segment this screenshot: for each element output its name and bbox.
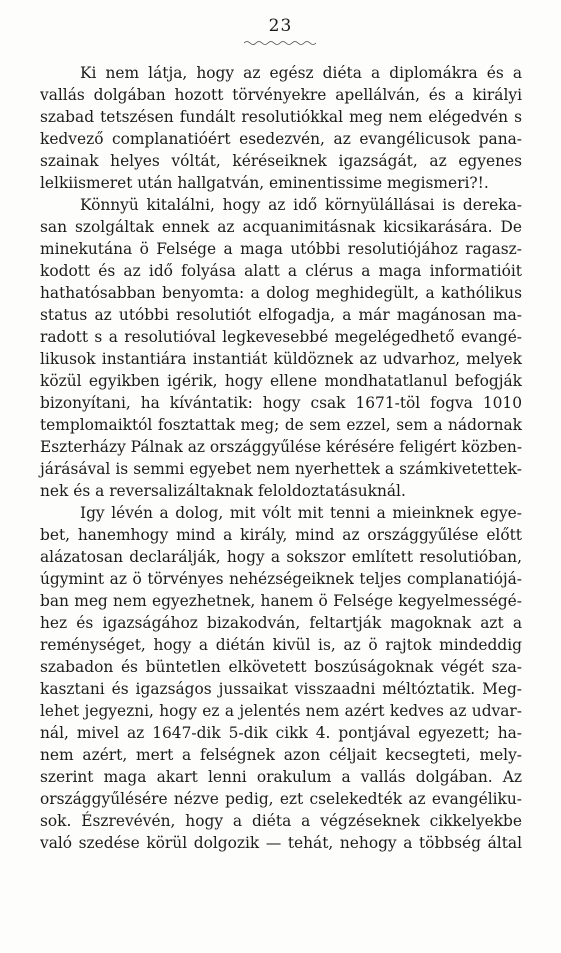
text-line: status az utóbbi resolutiót elfogadja, a már magánosan ma- [40,306,522,324]
text-line: minekutána ö Felsége a maga utóbbi resolutiójához ragasz- [40,240,522,258]
text-line: bizonyítani, ha kívántatik: hogy csak 1671-töl fogva 1010 [40,394,522,412]
text-line: szainak helyes vóltát, kéréseiknek igazságát, az egyenes [40,152,522,170]
text-line: nál, mivel az 1647-dik 5-dik cikk 4. pontjával egyezett; ha- [40,724,522,742]
text-line: nek és a reversalizáltaknak feloldoztatásuknál. [40,482,406,500]
text-line: szabad tetszésen fundált resolutiókkal meg nem elégedvén s [40,108,522,126]
text-line: reménységet, hogy a diétán kivül is, az ö rajtok mindeddig [40,636,522,654]
text-line: lelkiismeret után hallgatván, eminentissime megismeri?!. [40,174,489,192]
text-line: szabadon és büntetlen elkövetett boszúságoknak végét sza- [40,658,522,676]
text-line: Eszterházy Pálnak az országgyűlése kérésére feligért közben- [40,438,523,456]
text-line: templomaiktól fosztattak meg; de sem ezzel, sem a nádornak [40,416,522,434]
text-line: sok. Észrevévén, hogy a diéta a végzéseknek cikkelyekbe [40,812,522,830]
text-line: alázatosan declarálják, hogy a sokszor említett resolutióban, [40,548,522,566]
text-line: kasztani és igazságos jussaikat visszaadni méltóztatik. Meg- [40,680,522,698]
text-line: Igy lévén a dolog, mit vólt mit tenni a mieinknek egye- [80,504,522,522]
text-line: ban meg nem egyezhetnek, hanem ö Felsége kegyelmességé- [40,592,522,610]
text-line: kodott és az idő folyása alatt a clérus a maga informatióit [40,262,522,280]
text-line: vallás dolgában hozott törvényekre apellálván, és a királyi [40,86,522,104]
text-line: lehet jegyezni, hogy ez a jelentés nem azért kedves az udvar- [40,702,522,720]
text-line: szerint maga akart lenni orakulum a vallás dolgában. Az [40,768,522,786]
text-line: országgyűlésére nézve pedig, ezt cselekedték az evangéliku- [40,790,522,808]
text-line: san szolgáltak ennek az acquanimitásnak kicsikarására. De [40,218,522,236]
decorative-rule [244,40,316,46]
text-line: Ki nem látja, hogy az egész diéta a diplomákra és a [80,64,522,82]
text-line: kedvező complanatióért esedezvén, az evangélicusok pana- [40,130,522,148]
text-line: hathatósabban benyomta: a dolog meghidegült, a kathólikus [40,284,522,302]
text-line: hez és igazságához bizakodván, feltartják magoknak azt a [40,614,522,632]
text-line: Könnyü kitalálni, hogy az idő környülállásai is dereka- [80,196,522,214]
page-number: 23 [268,16,293,36]
text-line: nem azért, mert a felségnek azon céljait kecsegteti, mely- [40,746,522,764]
text-line: járásával is semmi egyebet nem nyerhettek a számkivetettek- [40,460,522,478]
text-line: bet, hanemhogy mind a király, mind az országgyűlése előtt [40,526,522,544]
text-line: való szedése körül dolgozik — tehát, nehogy a többség által [40,834,522,852]
text-line: radott s a resolutióval legkevesebbé megelégedhető evangé- [40,328,522,346]
text-line: úgymint az ö törvényes nehézségeiknek teljes complanatiójá- [40,570,522,588]
text-line: közül egyikben igérik, hogy ellene mondhatatlanul befogják [40,372,522,390]
text-line: likusok instantiára instantiát küldöznek az udvarhoz, melyek [40,350,522,368]
